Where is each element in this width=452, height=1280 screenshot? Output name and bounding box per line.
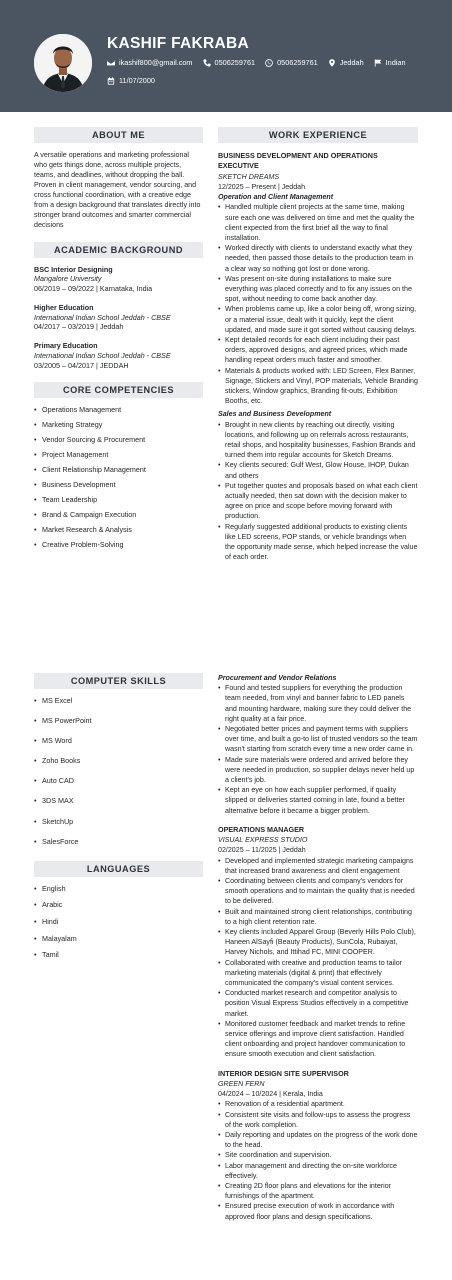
list-item: • Conducted market research and competitor analysis to position Visual Express Studios effectively in a competitive market. xyxy=(218,988,418,1019)
list-item: • MS Word xyxy=(34,736,203,756)
education-meta: 04/2017 – 03/2019 | Jeddah xyxy=(34,322,124,332)
list-item: • Client Relationship Management xyxy=(34,465,203,480)
candidate-name: KASHIF FAKRABA xyxy=(107,35,249,52)
phone-icon xyxy=(203,59,211,67)
phone-item-1[interactable] xyxy=(203,58,256,68)
education-item xyxy=(34,341,203,370)
list-item: • Was present on-site during installations to make sure everything was placed correctly and to fix any issues on the spot, without needing to come back another day. xyxy=(218,274,418,305)
list-item: • Made sure materials were ordered and arrived before they were needed in production, so supplier delays never held up a client's job. xyxy=(218,755,418,786)
list-item: • Creating 2D floor plans and elevations for the interior furnishings of the apartment. xyxy=(218,1181,418,1201)
nationality-item xyxy=(374,58,406,68)
about-title: ABOUT ME xyxy=(34,127,203,143)
list-item: • Tamil xyxy=(34,950,203,967)
resume-header xyxy=(0,0,452,112)
job-title: BUSINESS DEVELOPMENT AND OPERATIONS EXECUTIVE xyxy=(218,151,378,171)
list-item: • Brand & Campaign Execution xyxy=(34,510,203,525)
job-bullets xyxy=(218,856,418,1060)
list-item: • Malayalam xyxy=(34,934,203,951)
list-item: • 3DS MAX xyxy=(34,796,203,816)
email-text: ikashif800@gmail.com xyxy=(119,58,193,67)
job-meta: 02/2025 – 11/2025 | Jeddah xyxy=(218,846,306,855)
right-column-page2 xyxy=(218,673,418,1222)
list-item: • Developed and implemented strategic marketing campaigns that increased brand awareness and client engagement xyxy=(218,856,418,876)
list-item: • Daily reporting and updates on the progress of the work done to the head. xyxy=(218,1130,418,1150)
list-item: • SalesForce xyxy=(34,837,203,857)
education-list xyxy=(34,265,203,371)
education-meta: 03/2005 – 04/2017 | JEDDAH xyxy=(34,360,129,370)
list-item: • Negotiated better prices and payment terms with suppliers over time, and built a go-to list of trusted vendors so the team wasn't starting from scratch every time a new order came in. xyxy=(218,724,418,755)
calendar-icon xyxy=(107,77,115,85)
job-bullets xyxy=(218,420,418,563)
whatsapp-icon xyxy=(265,59,273,67)
list-item: • Regularly suggested additional products to existing clients like LED screens, POP stands, or vehicle brandings when the opportunity made sense, which helped increase the value of each order. xyxy=(218,522,418,563)
job-entry xyxy=(218,1069,418,1222)
profile-photo xyxy=(34,34,92,92)
list-item: • Found and tested suppliers for everything the production team needed, from vinyl and banner fabric to LED panels and mounting hardware, making sure they could deliver the right quality at a fair price. xyxy=(218,683,418,724)
dob-item xyxy=(107,76,155,86)
education-item xyxy=(34,303,203,332)
dob-text: 11/07/2000 xyxy=(119,76,155,85)
education-school: International Indian School Jeddah - CBSE xyxy=(34,312,171,322)
education-degree: Higher Education xyxy=(34,302,94,312)
list-item: • English xyxy=(34,884,203,901)
job-subheading: Procurement and Vendor Relations xyxy=(218,674,337,682)
list-item: • When problems came up, like a color being off, wrong sizing, or a material issue, dealt with it quickly, kept the client updated, and made sure it got sorted without causing delays. xyxy=(218,304,418,335)
list-item: • Kept detailed records for each client including their past orders, approved designs, and agreed prices, which made handling repeat orders much faster and smoother. xyxy=(218,335,418,366)
list-item: • Auto CAD xyxy=(34,776,203,796)
list-item: • Site coordination and supervision. xyxy=(218,1150,418,1160)
list-item: • Zoho Books xyxy=(34,756,203,776)
education-title: ACADEMIC BACKGROUND xyxy=(34,242,203,258)
job-meta: 04/2024 – 10/2024 | Kerala, India xyxy=(218,1090,323,1099)
list-item: • Brought in new clients by reaching out directly, visiting locations, and following up on referrals across restaurants, retail shops, and hospitality businesses, Fashion Brands and turned them into regular accounts for Sketch Dreams. xyxy=(218,420,418,461)
education-degree: Primary Education xyxy=(34,341,98,351)
list-item: • Consistent site visits and follow-ups to assess the progress of the work completion. xyxy=(218,1110,418,1130)
about-text: A versatile operations and marketing professional who gets things done, across multiple projects, teams, and deadlines, without dropping the ball. Proven in client management, vendor sourcing, and cross functional coordination, with a creative edge from a design background that translates directly into stronger brand outcomes and smarter commercial decisions xyxy=(34,151,201,230)
education-school: Mangalore University xyxy=(34,274,102,284)
list-item: • Ensured precise execution of work in accordance with approved floor plans and design specifications. xyxy=(218,1201,418,1221)
job-title: OPERATIONS MANAGER xyxy=(218,824,305,834)
list-item: • MS PowerPoint xyxy=(34,716,203,736)
job-title: INTERIOR DESIGN SITE SUPERVISOR xyxy=(218,1068,349,1078)
list-item: • Operations Management xyxy=(34,405,203,420)
list-item: • MS Excel xyxy=(34,696,203,716)
mail-icon xyxy=(107,59,115,67)
list-item: • Key clients secured: Gulf West, Glow House, IHOP, Dukan and others xyxy=(218,460,418,480)
location-item xyxy=(328,58,364,68)
experience-title: WORK EXPERIENCE xyxy=(218,127,418,143)
competencies-list xyxy=(34,405,203,556)
computer-skills-list xyxy=(34,696,203,857)
right-column-page1 xyxy=(218,127,418,562)
competencies-title: CORE COMPETENCIES xyxy=(34,382,203,398)
list-item: • Labor management and directing the on-site workforce effectively. xyxy=(218,1161,418,1181)
phone-item-2[interactable] xyxy=(265,58,318,68)
list-item: • Business Development xyxy=(34,480,203,495)
job-subheading: Operation and Client Management xyxy=(218,193,334,202)
list-item: • Materials & products worked with: LED Screen, Flex Banner, Signage, Stickers and Vinyl, POP materials, Vehicle Branding stickers, Window graphics, Branding fit-outs, Exhibition Booths, etc. xyxy=(218,366,418,407)
education-degree: BSC Interior Designing xyxy=(34,264,113,274)
list-item: • Built and maintained strong client relationships, contributing to a high client retention rate. xyxy=(218,907,418,927)
list-item: • Worked directly with clients to understand exactly what they needed, then passed those details to the production team in a clear way so nothing got lost or done wrong. xyxy=(218,243,418,274)
languages-title: LANGUAGES xyxy=(34,861,203,877)
contact-row xyxy=(107,58,406,68)
list-item: • Key clients included Apparel Group (Beverly Hills Polo Club), Haneen AlSayfi (Beauty Products), SunCola, Rubaiyat, Harvey Nichols, and Ittihad FC, MINI COOPER. xyxy=(218,927,418,958)
languages-list xyxy=(34,884,203,967)
job-bullets xyxy=(218,1099,418,1221)
list-item: • Handled multiple client projects at the same time, making sure each one was delivered on time and met the quality the client expected from the first brief all the way to final installation. xyxy=(218,202,418,243)
job-bullets xyxy=(218,683,418,816)
phone-text-1: 0506259761 xyxy=(214,58,256,67)
job-subheading: Sales and Business Development xyxy=(218,410,332,419)
job-company: GREEN FERN xyxy=(218,1080,265,1089)
list-item: • Arabic xyxy=(34,900,203,917)
job-company: SKETCH DREAMS xyxy=(218,172,280,181)
phone-text-2: 0506259761 xyxy=(277,58,318,67)
computer-skills-title: COMPUTER SKILLS xyxy=(34,673,203,689)
contact-row-dob xyxy=(107,76,155,86)
job-entry-continued xyxy=(218,673,418,816)
list-item: • Creative Problem-Solving xyxy=(34,540,203,555)
job-company: VISUAL EXPRESS STUDIO xyxy=(218,836,308,845)
education-item xyxy=(34,265,203,294)
left-column-page2 xyxy=(34,673,203,967)
list-item: • Kept an eye on how each supplier performed, if quality slipped or deliveries started coming in late, found a better alternative before it became a bigger problem. xyxy=(218,785,418,816)
location-text: Jeddah xyxy=(339,58,364,67)
list-item: • SketchUp xyxy=(34,817,203,837)
job-bullets xyxy=(218,202,418,406)
list-item: • Marketing Strategy xyxy=(34,420,203,435)
list-item: • Market Research & Analysis xyxy=(34,525,203,540)
left-column-page1 xyxy=(34,127,203,555)
education-school: International Indian School Jeddah - CBSE xyxy=(34,350,171,360)
flag-icon xyxy=(374,59,382,67)
list-item: • Hindi xyxy=(34,917,203,934)
list-item: • Project Management xyxy=(34,450,203,465)
job-entry xyxy=(218,151,418,562)
list-item: • Coordinating between clients and company's vendors for smooth operations and to maintain the quality that is needed to be delivered. xyxy=(218,876,418,907)
list-item: • Put together quotes and proposals based on what each client actually needed, then sat down with the decision maker to agree on price and scope before moving forward with production. xyxy=(218,481,418,522)
list-item: • Team Leadership xyxy=(34,495,203,510)
job-entry xyxy=(218,825,418,1060)
list-item: • Collaborated with creative and production teams to tailor marketing materials (digital & print) that effectively communicated the company's visual content services. xyxy=(218,958,418,989)
education-meta: 06/2019 – 09/2022 | Karnataka, India xyxy=(34,284,153,294)
list-item: • Vendor Sourcing & Procurement xyxy=(34,435,203,450)
nationality-text: Indian xyxy=(385,58,406,67)
location-pin-icon xyxy=(328,59,336,67)
email-item[interactable] xyxy=(107,58,193,68)
list-item: • Renovation of a residential apartment. xyxy=(218,1099,418,1109)
job-meta: 12/2025 – Present | Jeddah xyxy=(218,182,306,191)
list-item: • Monitored customer feedback and market trends to refine service offerings and improve client satisfaction. Handled client onboarding and project handover communication to ensure smooth execution and client satisfaction. xyxy=(218,1019,418,1060)
